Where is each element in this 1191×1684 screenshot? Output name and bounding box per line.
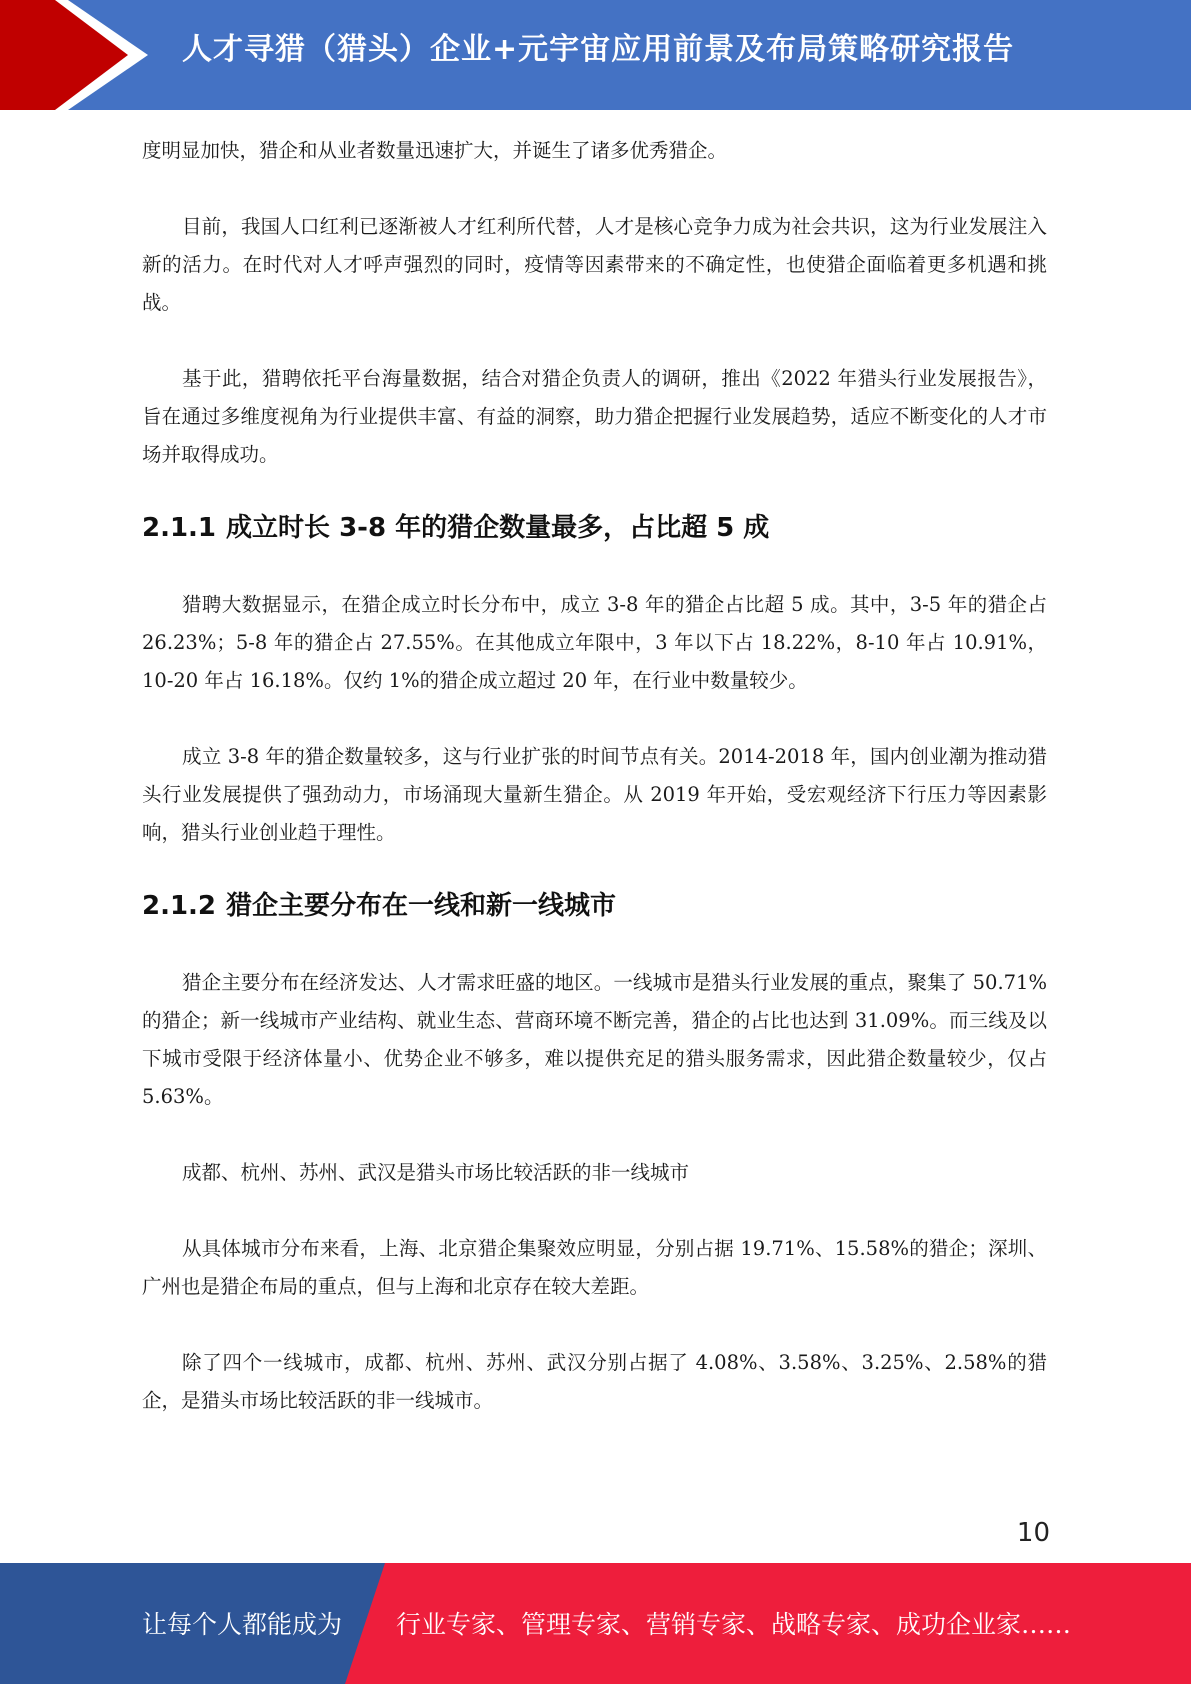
paragraph: 除了四个一线城市，成都、杭州、苏州、武汉分别占据了 4.08%、3.58%、3.25%、2.58%的猎企，是猎头市场比较活跃的非一线城市。 xyxy=(142,1351,1047,1412)
section-heading-2-1-1 xyxy=(142,508,1047,548)
page-number: 10 xyxy=(1016,1518,1050,1548)
paragraph: 度明显加快，猎企和从业者数量迅速扩大，并诞生了诸多优秀猎企。 xyxy=(142,139,728,162)
paragraph: 目前，我国人口红利已逐渐被人才红利所代替，人才是核心竞争力成为社会共识，这为行业发展注入新的活力。在时代对人才呼声强烈的同时，疫情等因素带来的不确定性，也使猎企面临着更多机遇和挑战。 xyxy=(142,215,1047,314)
page-header xyxy=(0,0,1191,110)
header-title: 人才寻猎（猎头）企业+元宇宙应用前景及布局策略研究报告 xyxy=(182,32,1015,67)
paragraph: 基于此，猎聘依托平台海量数据，结合对猎企负责人的调研，推出《2022 年猎头行业发展报告》，旨在通过多维度视角为行业提供丰富、有益的洞察，助力猎企把握行业发展趋势，适应不断变化的人才市场并取得成功。 xyxy=(142,367,1047,466)
paragraph: 成立 3-8 年的猎企数量较多，这与行业扩张的时间节点有关。2014-2018 年，国内创业潮为推动猎头行业发展提供了强劲动力，市场涌现大量新生猎企。从 2019 年开始，受宏观经济下行压力等因素影响，猎头行业创业趋于理性。 xyxy=(142,745,1047,844)
section-title: 猎企主要分布在一线和新一线城市 xyxy=(226,891,617,921)
section-number: 2.1.1 xyxy=(142,513,217,543)
paragraph: 猎聘大数据显示，在猎企成立时长分布中，成立 3-8 年的猎企占比超 5 成。其中，3-5 年的猎企占 26.23%；5-8 年的猎企占 27.55%。在其他成立年限中，3 年以下占 18.22%，8-10 年占 10.91%，10-20 年占 16.18%。仅约 1%的猎企成立超过 20 年，在行业中数量较少。 xyxy=(142,593,1047,692)
paragraph: 成都、杭州、苏州、武汉是猎头市场比较活跃的非一线城市 xyxy=(182,1161,690,1184)
page-footer xyxy=(0,1563,1191,1684)
section-number: 2.1.2 xyxy=(142,891,217,921)
footer-slogan-lead: 让每个人都能成为 xyxy=(142,1610,343,1639)
paragraph: 猎企主要分布在经济发达、人才需求旺盛的地区。一线城市是猎头行业发展的重点，聚集了 50.71%的猎企；新一线城市产业结构、就业生态、营商环境不断完善，猎企的占比也达到 31.09%。而三线及以下城市受限于经济体量小、优势企业不够多，难以提供充足的猎头服务需求，因此猎企数量较少，仅占 5.63%。 xyxy=(142,971,1047,1108)
document-body xyxy=(142,132,1047,1458)
section-heading-2-1-2 xyxy=(142,886,1047,926)
paragraph: 从具体城市分布来看，上海、北京猎企集聚效应明显，分别占据 19.71%、15.58%的猎企；深圳、广州也是猎企布局的重点，但与上海和北京存在较大差距。 xyxy=(142,1237,1047,1298)
section-title: 成立时长 3-8 年的猎企数量最多，占比超 5 成 xyxy=(226,513,770,543)
footer-slogan-roles: 行业专家、管理专家、营销专家、战略专家、成功企业家…… xyxy=(396,1610,1072,1639)
